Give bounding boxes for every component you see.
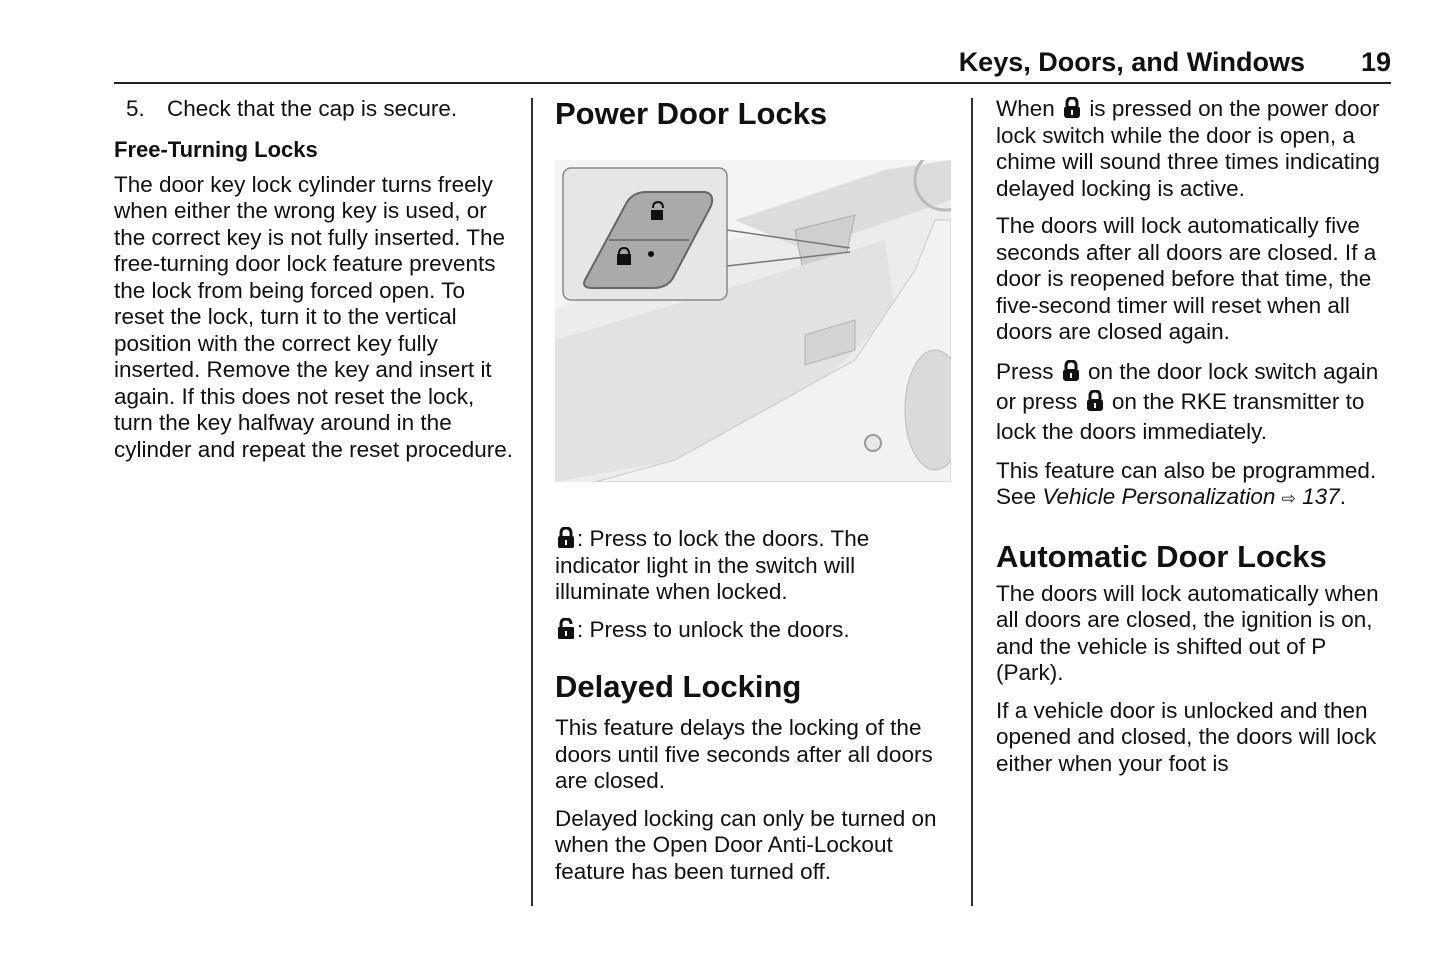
immediate-lock-paragraph <box>996 357 1396 447</box>
column-divider <box>971 98 973 906</box>
delayed-locking-heading: Delayed Locking <box>555 669 802 704</box>
lock-icon <box>1086 390 1104 412</box>
free-turning-heading: Free-Turning Locks <box>114 136 318 162</box>
free-turning-body: The door key lock cylinder turns freely when either the wrong key is used, or the correct key is not fully inserted. The free-turning door lock feature prevents the lock from being forced open. To reset the lock, turn it to the vertical position with the correct key fully inserted. Remove the key and insert it again. If this does not reset the lock, turn the key halfway around in the cylinder and repeat the reset procedure. <box>114 171 513 462</box>
step-text: Check that the cap is secure. <box>167 96 458 121</box>
programming-paragraph <box>996 458 1396 513</box>
column-divider <box>531 98 533 906</box>
column-2 <box>555 96 955 896</box>
text-segment: is pressed on the power door lock switch while the door is open, a chime will sound three times indicating delayed locking is active. <box>996 96 1380 201</box>
text-segment: Press <box>996 358 1054 384</box>
unlock-description-text: : Press to unlock the doors. <box>577 616 850 642</box>
lock-icon <box>557 527 575 549</box>
lock-description <box>555 526 955 606</box>
text-segment: on the door lock switch again or press <box>996 358 1379 414</box>
unlock-icon <box>557 618 575 640</box>
text-segment: When <box>996 96 1055 121</box>
text-segment: . <box>1339 484 1346 509</box>
door-panel-illustration <box>555 160 951 482</box>
page-header <box>114 44 1391 84</box>
automatic-door-locks-heading: Automatic Door Locks <box>996 538 1327 574</box>
delayed-locking-para2: Delayed locking can only be turned on when the Open Door Anti-Lockout feature has been turned off. <box>555 805 937 884</box>
column-3 <box>996 96 1396 788</box>
step-item <box>114 96 514 123</box>
text-segment: This feature can also be programmed. See <box>996 457 1377 509</box>
chime-paragraph <box>996 96 1396 202</box>
vehicle-personalization-link[interactable]: Vehicle Personalization <box>1042 484 1276 509</box>
automatic-para1: The doors will lock automatically when all doors are closed, the ignition is on, and the vehicle is shifted out of P (Park). <box>996 580 1379 685</box>
delayed-locking-para1: This feature delays the locking of the doors until five seconds after all doors are closed. <box>555 715 933 793</box>
column-1 <box>114 96 514 474</box>
lock-icon <box>1063 97 1081 119</box>
unlock-description <box>555 617 955 644</box>
step-number: 5. <box>126 96 145 121</box>
lock-icon <box>1062 360 1080 382</box>
door-lock-figure <box>555 160 951 482</box>
reference-page-link[interactable]: 137 <box>1302 484 1340 509</box>
power-door-locks-heading: Power Door Locks <box>555 96 828 131</box>
automatic-para2: If a vehicle door is unlocked and then opened and closed, the doors will lock either when your foot is <box>996 697 1377 776</box>
text-segment: on the RKE transmitter to lock the doors immediately. <box>996 388 1365 444</box>
lock-description-text: : Press to lock the doors. The indicator light in the switch will illuminate when locked. <box>555 526 870 604</box>
reference-arrow-icon: ⇨ <box>1281 489 1296 508</box>
section-title: Keys, Doors, and Windows <box>958 47 1305 77</box>
auto-lock-timer-paragraph: The doors will lock automatically five seconds after all doors are closed. If a door is reopened before that time, the five-second timer will reset when all doors are closed again. <box>996 213 1377 344</box>
page-number: 19 <box>1360 47 1391 77</box>
